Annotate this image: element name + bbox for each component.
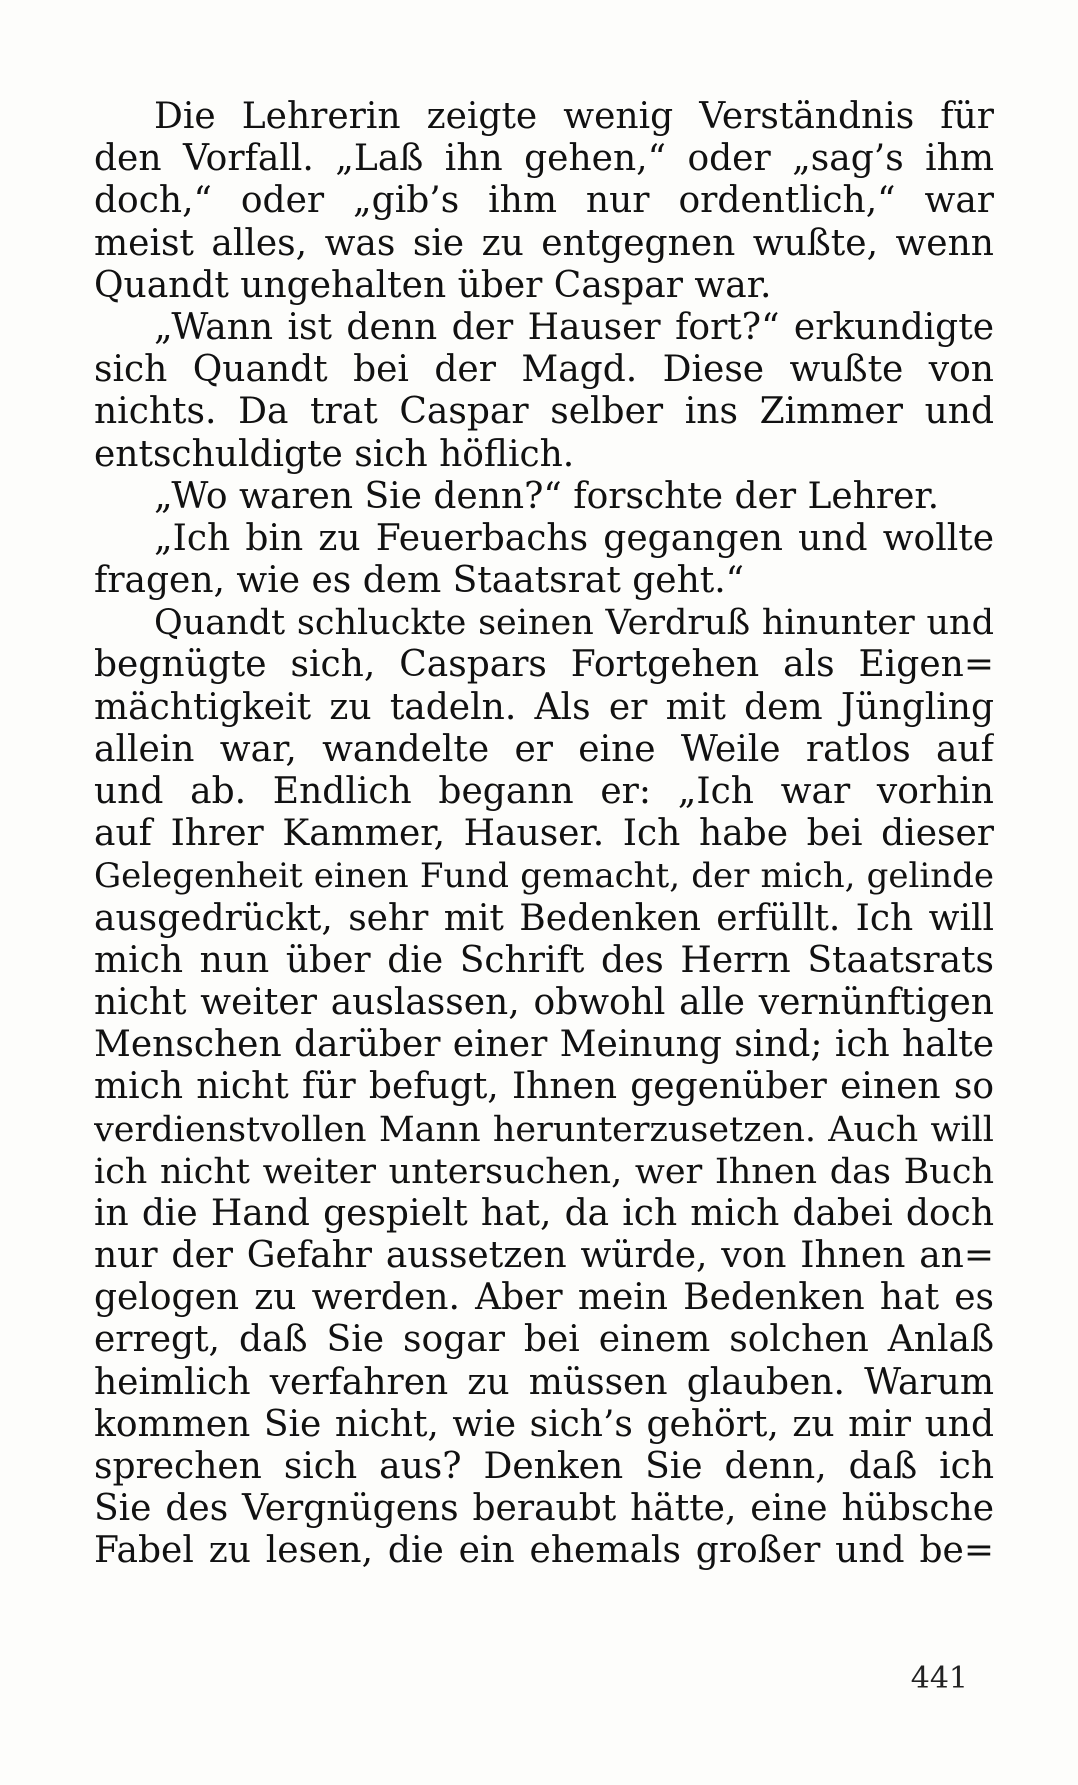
- text-line: Fabel zu lesen, die ein ehemals großer und be=: [94, 1530, 994, 1572]
- text-line: „Wo waren Sie denn?“ forschte der Lehrer.: [154, 475, 940, 517]
- text-line: mich nicht für befugt, Ihnen gegenüber einen so: [94, 1066, 994, 1108]
- text-line: gelogen zu werden. Aber mein Bedenken hat es: [94, 1277, 994, 1319]
- text-line: Menschen darüber einer Meinung sind; ich halte: [94, 1024, 994, 1066]
- text-line: in die Hand gespielt hat, da ich mich dabei doch: [94, 1192, 994, 1234]
- text-line: Quandt schluckte seinen Verdruß hinunter und: [154, 603, 994, 644]
- text-line: und ab. Endlich begann er: „Ich war vorhin: [94, 771, 994, 812]
- text-line: fragen, wie es dem Staatsrat geht.“: [94, 560, 745, 602]
- page-number: 441: [910, 1661, 968, 1696]
- text-line: nicht weiter auslassen, obwohl alle vernünftigen: [94, 981, 994, 1023]
- text-line: kommen Sie nicht, wie sich’s gehört, zu mir und: [94, 1403, 994, 1445]
- text-line: mich nun über die Schrift des Herrn Staatsrats: [94, 939, 994, 981]
- text-line: Gelegenheit einen Fund gemacht, der mich, gelinde: [94, 856, 994, 897]
- text-line: sprechen sich aus? Denken Sie denn, daß ich: [94, 1446, 994, 1487]
- text-line: „Ich bin zu Feuerbachs gegangen und wollte: [154, 517, 994, 559]
- text-line: meist alles, was sie zu entgegnen wußte, wenn: [94, 222, 994, 264]
- text-line: doch,“ oder „gib’s ihm nur ordentlich,“ war: [94, 180, 994, 222]
- text-line: Sie des Vergnügens beraubt hätte, eine hübsche: [94, 1488, 994, 1530]
- text-line: erregt, daß Sie sogar bei einem solchen Anlaß: [94, 1319, 994, 1361]
- text-line: nur der Gefahr aussetzen würde, von Ihnen an=: [94, 1235, 994, 1277]
- text-line: ich nicht weiter untersuchen, wer Ihnen das Buch: [94, 1151, 994, 1192]
- text-line: ausgedrückt, sehr mit Bedenken erfüllt. Ich will: [94, 897, 994, 939]
- text-line: allein war, wandelte er eine Weile ratlos auf: [94, 728, 994, 770]
- text-line: entschuldigte sich höflich.: [94, 433, 575, 475]
- text-line: Quandt ungehalten über Caspar war.: [94, 264, 772, 306]
- text-line: nichts. Da trat Caspar selber ins Zimmer und: [94, 391, 994, 433]
- page-text: [94, 96, 994, 1573]
- text-line: mächtigkeit zu tadeln. Als er mit dem Jüngling: [94, 686, 994, 728]
- text-line: begnügte sich, Caspars Fortgehen als Eigen=: [94, 644, 994, 686]
- text-line: sich Quandt bei der Magd. Diese wußte von: [94, 349, 994, 391]
- text-line: Die Lehrerin zeigte wenig Verständnis für: [154, 96, 994, 137]
- text-line: den Vorfall. „Laß ihn gehen,“ oder „sag’s ihm: [94, 138, 994, 180]
- text-line: „Wann ist denn der Hauser fort?“ erkundigte: [154, 306, 994, 348]
- text-line: heimlich verfahren zu müssen glauben. Warum: [94, 1361, 994, 1403]
- text-line: auf Ihrer Kammer, Hauser. Ich habe bei dieser: [94, 813, 994, 855]
- text-line: verdienstvollen Mann herunterzusetzen. Auch will: [94, 1109, 994, 1150]
